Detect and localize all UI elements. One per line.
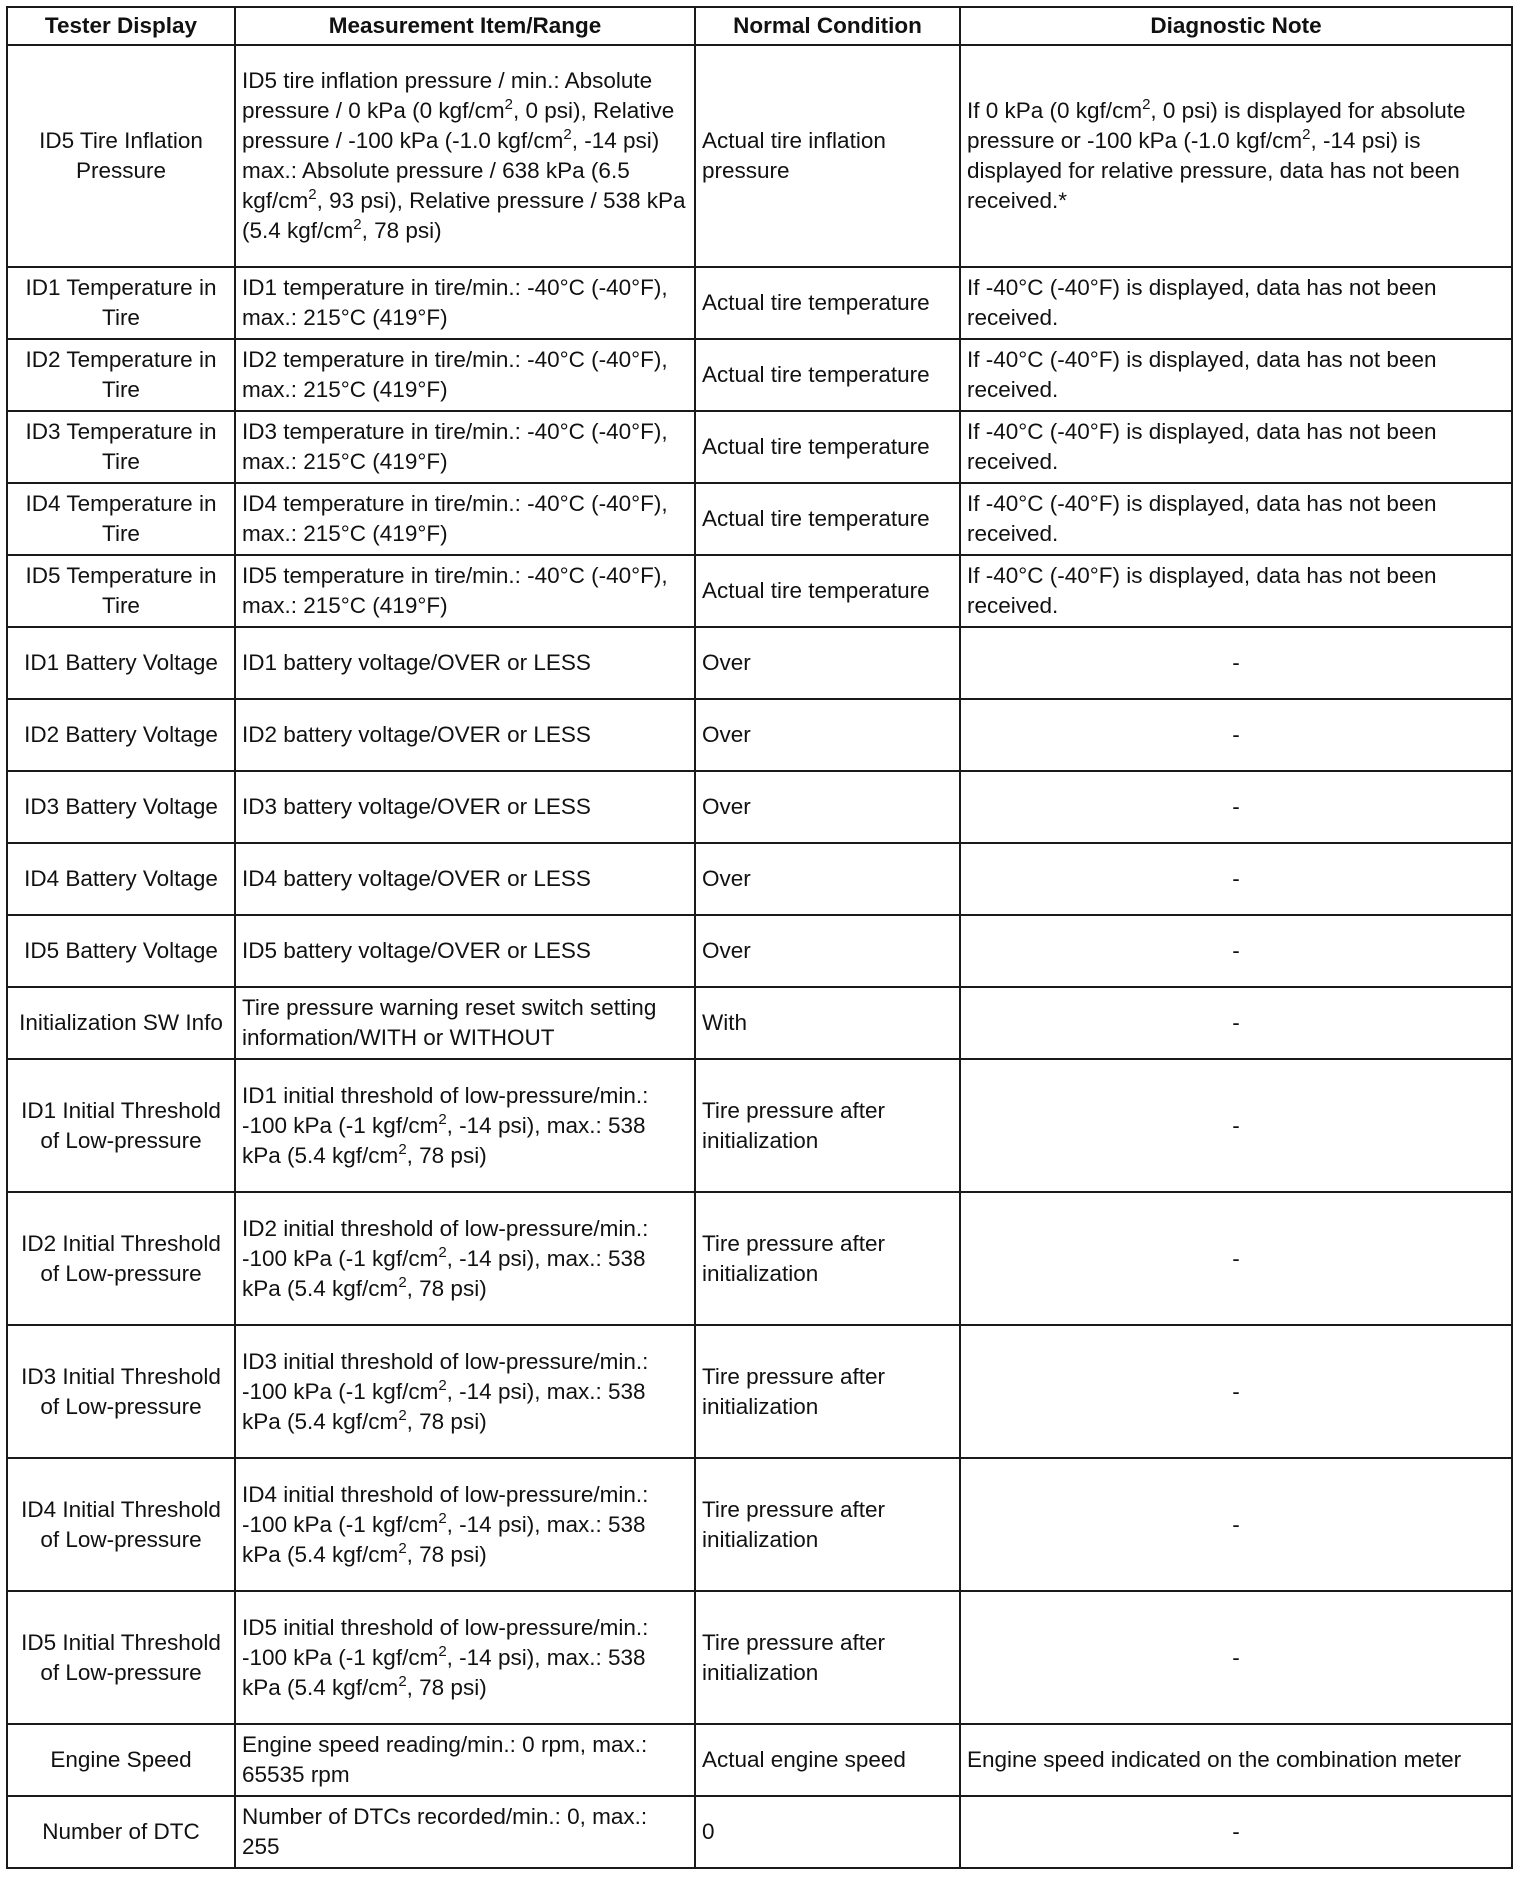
normal-condition-cell: Over [695, 627, 960, 699]
table-row [7, 1724, 1512, 1796]
text-part: ID2 initial threshold of low-pressure/min.: -100 kPa (-1 kgf/cm [242, 1215, 649, 1271]
diagnostic-note-cell: - [960, 627, 1512, 699]
superscript: 2 [353, 216, 362, 233]
data-list-table [6, 6, 1513, 1869]
text-part: ID1 initial threshold of low-pressure/min.: -100 kPa (-1 kgf/cm [242, 1082, 649, 1138]
normal-condition-cell: Actual tire temperature [695, 555, 960, 627]
measurement-cell: ID3 battery voltage/OVER or LESS [235, 771, 695, 843]
normal-condition-cell: Actual engine speed [695, 1724, 960, 1796]
text-part: , 78 psi) [406, 1275, 487, 1301]
table-row [7, 843, 1512, 915]
tester-display-cell: ID1 Battery Voltage [7, 627, 235, 699]
superscript: 2 [438, 1642, 447, 1660]
measurement-cell: ID2 battery voltage/OVER or LESS [235, 699, 695, 771]
text-part: , -14 psi), max.: 538 kPa (5.4 kgf/cm [242, 1112, 646, 1168]
superscript: 2 [398, 1539, 407, 1557]
superscript: 2 [1142, 96, 1151, 113]
normal-condition-cell: Tire pressure after initialization [695, 1591, 960, 1724]
text-part: , 93 psi), Relative pressure / 538 kPa (5.4 kgf/cm [242, 188, 686, 243]
measurement-cell: ID2 temperature in tire/min.: -40°C (-40°F), max.: 215°C (419°F) [235, 339, 695, 411]
tester-display-cell: Initialization SW Info [7, 987, 235, 1059]
superscript: 2 [504, 96, 513, 113]
superscript: 2 [438, 1376, 447, 1394]
superscript: 2 [398, 1672, 407, 1690]
measurement-cell: Tire pressure warning reset switch setting information/WITH or WITHOUT [235, 987, 695, 1059]
normal-condition-cell: Actual tire temperature [695, 339, 960, 411]
normal-condition-cell: Over [695, 843, 960, 915]
text-part: , 78 psi) [406, 1408, 487, 1434]
normal-condition-cell: Actual tire inflation pressure [695, 45, 960, 267]
text-part: , -14 psi), max.: 538 kPa (5.4 kgf/cm [242, 1511, 646, 1567]
measurement-cell: ID4 battery voltage/OVER or LESS [235, 843, 695, 915]
table-row [7, 1325, 1512, 1458]
measurement-cell [235, 1325, 695, 1458]
tester-display-cell: ID1 Temperature in Tire [7, 267, 235, 339]
measurement-cell: ID4 temperature in tire/min.: -40°C (-40°F), max.: 215°C (419°F) [235, 483, 695, 555]
diagnostic-note-cell [960, 45, 1512, 267]
text-part: , -14 psi), max.: 538 kPa (5.4 kgf/cm [242, 1644, 646, 1700]
superscript: 2 [438, 1110, 447, 1128]
text-part: , 78 psi) [406, 1142, 487, 1168]
measurement-cell: ID1 temperature in tire/min.: -40°C (-40°F), max.: 215°C (419°F) [235, 267, 695, 339]
diagnostic-note-cell: If -40°C (-40°F) is displayed, data has not been received. [960, 267, 1512, 339]
table-row [7, 45, 1512, 267]
normal-condition-cell: Tire pressure after initialization [695, 1192, 960, 1325]
tester-display-cell: ID4 Initial Threshold of Low-pressure [7, 1458, 235, 1591]
measurement-cell: ID5 temperature in tire/min.: -40°C (-40°F), max.: 215°C (419°F) [235, 555, 695, 627]
table-row [7, 339, 1512, 411]
normal-condition-cell: Over [695, 771, 960, 843]
superscript: 2 [438, 1509, 447, 1527]
table-row [7, 699, 1512, 771]
table-row [7, 627, 1512, 699]
superscript: 2 [563, 126, 572, 143]
superscript: 2 [1302, 126, 1311, 143]
diagnostic-note-cell: - [960, 915, 1512, 987]
normal-condition-cell: Actual tire temperature [695, 483, 960, 555]
measurement-cell: ID1 battery voltage/OVER or LESS [235, 627, 695, 699]
diagnostic-note-cell: - [960, 987, 1512, 1059]
text-part: , -14 psi) is displayed for relative pressure, data has not been received.* [967, 128, 1460, 213]
normal-condition-cell: Tire pressure after initialization [695, 1059, 960, 1192]
superscript: 2 [398, 1140, 407, 1158]
diagnostic-note-cell: - [960, 1325, 1512, 1458]
table-row [7, 915, 1512, 987]
text-part: , -14 psi), max.: 538 kPa (5.4 kgf/cm [242, 1245, 646, 1301]
table-row [7, 411, 1512, 483]
table-row [7, 771, 1512, 843]
measurement-cell: Engine speed reading/min.: 0 rpm, max.: 65535 rpm [235, 1724, 695, 1796]
normal-condition-cell: Actual tire temperature [695, 411, 960, 483]
diagnostic-note-cell: If -40°C (-40°F) is displayed, data has not been received. [960, 555, 1512, 627]
text-part: ID4 initial threshold of low-pressure/min.: -100 kPa (-1 kgf/cm [242, 1481, 649, 1537]
diagnostic-note-cell: If -40°C (-40°F) is displayed, data has not been received. [960, 339, 1512, 411]
superscript: 2 [398, 1273, 407, 1291]
diagnostic-note-cell: - [960, 1059, 1512, 1192]
table-row [7, 1458, 1512, 1591]
tester-display-cell: ID5 Tire Inflation Pressure [7, 45, 235, 267]
tester-display-cell: ID2 Temperature in Tire [7, 339, 235, 411]
normal-condition-cell: Tire pressure after initialization [695, 1458, 960, 1591]
text-part: ID3 initial threshold of low-pressure/min.: -100 kPa (-1 kgf/cm [242, 1348, 649, 1404]
table-row [7, 1192, 1512, 1325]
normal-condition-cell: Over [695, 699, 960, 771]
tester-display-cell: ID3 Temperature in Tire [7, 411, 235, 483]
superscript: 2 [398, 1406, 407, 1424]
diagnostic-note-cell: - [960, 699, 1512, 771]
text-part: , 0 psi), Relative pressure / -100 kPa (-1.0 kgf/cm [242, 98, 675, 153]
table-row [7, 1796, 1512, 1868]
header-normal-condition: Normal Condition [695, 7, 960, 45]
measurement-cell: ID5 battery voltage/OVER or LESS [235, 915, 695, 987]
tester-display-cell: ID5 Initial Threshold of Low-pressure [7, 1591, 235, 1724]
tester-display-cell: Engine Speed [7, 1724, 235, 1796]
tester-display-cell: ID3 Battery Voltage [7, 771, 235, 843]
normal-condition-cell: Over [695, 915, 960, 987]
header-row [7, 7, 1512, 45]
diagnostic-note-cell: - [960, 1192, 1512, 1325]
tester-display-cell: ID1 Initial Threshold of Low-pressure [7, 1059, 235, 1192]
diagnostic-note-cell: - [960, 771, 1512, 843]
diagnostic-note-cell: - [960, 1458, 1512, 1591]
measurement-cell [235, 1059, 695, 1192]
table-row [7, 267, 1512, 339]
superscript: 2 [308, 186, 317, 203]
tester-display-cell: Number of DTC [7, 1796, 235, 1868]
normal-condition-cell: 0 [695, 1796, 960, 1868]
text-part: If 0 kPa (0 kgf/cm [967, 98, 1143, 123]
measurement-cell [235, 1591, 695, 1724]
header-diagnostic-note: Diagnostic Note [960, 7, 1512, 45]
text-part: , 78 psi) [361, 218, 442, 243]
text-part: , 0 psi) is displayed for absolute pressure or -100 kPa (-1.0 kgf/cm [967, 98, 1466, 153]
measurement-cell [235, 1192, 695, 1325]
measurement-cell [235, 1458, 695, 1591]
text-part: , 78 psi) [406, 1674, 487, 1700]
page [6, 6, 1513, 1869]
tester-display-cell: ID2 Initial Threshold of Low-pressure [7, 1192, 235, 1325]
table-row [7, 555, 1512, 627]
header-tester-display: Tester Display [7, 7, 235, 45]
diagnostic-note-cell: - [960, 843, 1512, 915]
diagnostic-note-cell: If -40°C (-40°F) is displayed, data has not been received. [960, 483, 1512, 555]
tester-display-cell: ID4 Battery Voltage [7, 843, 235, 915]
superscript: 2 [438, 1243, 447, 1261]
tester-display-cell: ID5 Temperature in Tire [7, 555, 235, 627]
diagnostic-note-cell: - [960, 1591, 1512, 1724]
tester-display-cell: ID4 Temperature in Tire [7, 483, 235, 555]
diagnostic-note-cell: Engine speed indicated on the combination meter [960, 1724, 1512, 1796]
normal-condition-cell: With [695, 987, 960, 1059]
table-row [7, 1059, 1512, 1192]
header-measurement-item: Measurement Item/Range [235, 7, 695, 45]
text-part: , -14 psi), max.: 538 kPa (5.4 kgf/cm [242, 1378, 646, 1434]
diagnostic-note-cell: - [960, 1796, 1512, 1868]
diagnostic-note-cell: If -40°C (-40°F) is displayed, data has not been received. [960, 411, 1512, 483]
text-part: ID5 tire inflation pressure / min.: Absolute pressure / 0 kPa (0 kgf/cm [242, 68, 653, 123]
measurement-cell: ID3 temperature in tire/min.: -40°C (-40°F), max.: 215°C (419°F) [235, 411, 695, 483]
tester-display-cell: ID3 Initial Threshold of Low-pressure [7, 1325, 235, 1458]
tester-display-cell: ID5 Battery Voltage [7, 915, 235, 987]
text-part: ID5 initial threshold of low-pressure/min.: -100 kPa (-1 kgf/cm [242, 1614, 649, 1670]
table-row [7, 483, 1512, 555]
normal-condition-cell: Actual tire temperature [695, 267, 960, 339]
text-part: , -14 psi) max.: Absolute pressure / 638 kPa (6.5 kgf/cm [242, 128, 660, 213]
normal-condition-cell: Tire pressure after initialization [695, 1325, 960, 1458]
measurement-cell: Number of DTCs recorded/min.: 0, max.: 255 [235, 1796, 695, 1868]
table-row [7, 1591, 1512, 1724]
text-part: , 78 psi) [406, 1541, 487, 1567]
measurement-cell [235, 45, 695, 267]
table-row [7, 987, 1512, 1059]
tester-display-cell: ID2 Battery Voltage [7, 699, 235, 771]
